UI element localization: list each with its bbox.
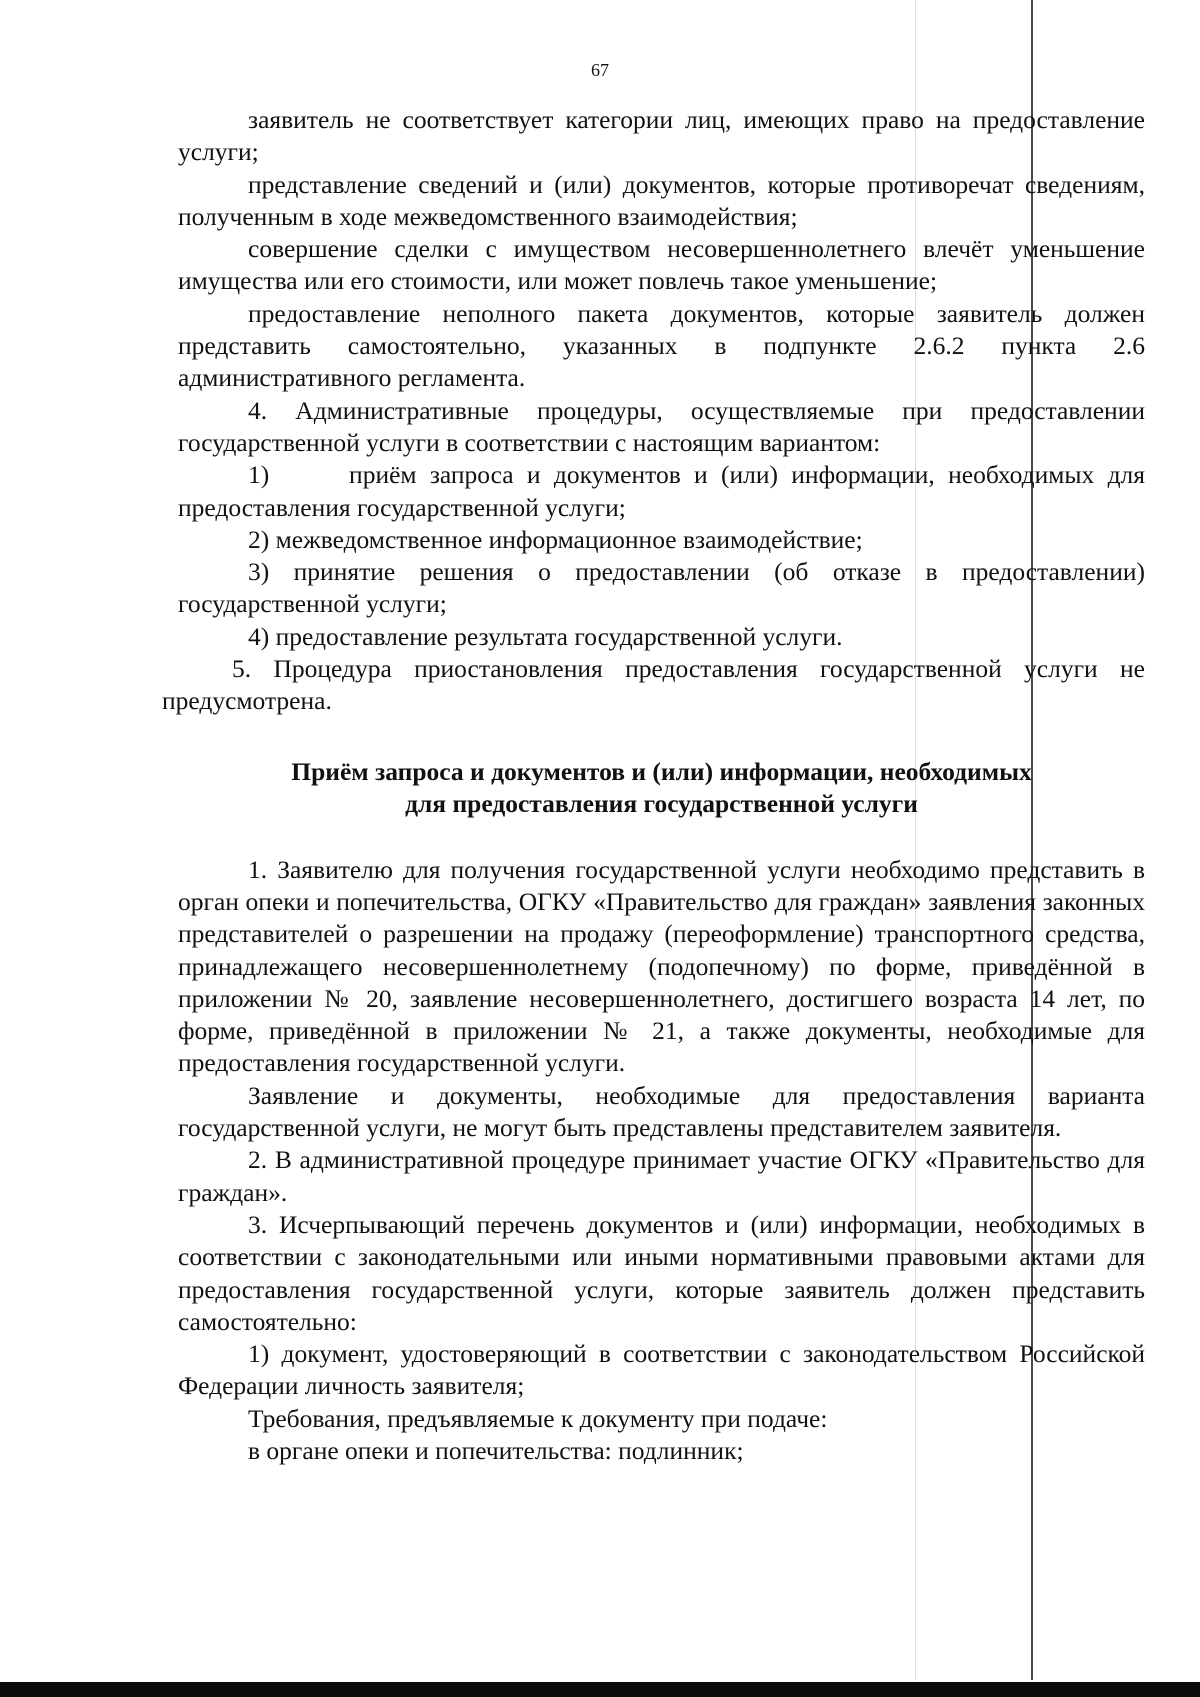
paragraph: 3. Исчерпывающий перечень документов и (или) информации, необходимых в соответствии с законодательными или иными нормативными правовыми актами для предоставления государственной услуги, которые заявитель должен представить самостоятельно: (178, 1209, 1145, 1336)
paragraph: в органе опеки и попечительства: подлинник; (248, 1435, 744, 1465)
section-heading-line: для предоставления государственной услуги (405, 788, 918, 818)
scan-bottom-edge (0, 1682, 1200, 1697)
section-heading-line: Приём запроса и документов и (или) информации, необходимых (291, 756, 1032, 786)
paragraph: 4. Административные процедуры, осуществляемые при предоставлении государственной услуги в соответствии с настоящим вариантом: (178, 395, 1145, 457)
document-body (162, 104, 1145, 1467)
paragraph: 5. Процедура приостановления предоставления государственной услуги не предусмотрена. (162, 654, 1145, 716)
paragraph: Заявление и документы, необходимые для предоставления варианта государственной услуги, не могут быть представлены представителем заявителя. (178, 1080, 1145, 1143)
paragraph: представление сведений и (или) документов, которые противоречат сведениям, полученным в ходе межведомственного взаимодействия; (178, 169, 1145, 231)
list-item: 2) межведомственное информационное взаимодействие; (248, 524, 863, 554)
paragraph: предоставление неполного пакета документов, которые заявитель должен представить самостоятельно, указанных в подпункте 2.6.2 пункта 2.6 административного регламента. (178, 298, 1145, 393)
paragraph: заявитель не соответствует категории лиц, имеющих право на предоставление услуги; (178, 105, 1145, 167)
list-item: 4) предоставление результата государственной услуги. (248, 621, 843, 651)
paragraph: 1. Заявителю для получения государственной услуги необходимо представить в орган опеки и попечительства, ОГКУ «Правительство для граждан» заявления законных представителей о разрешении на продажу (переоформление) транспортного средства, принадлежащего несовершеннолетнему (подопечному) по форме, приведённой в приложении № 20, заявление несовершеннолетнего, достигшего возраста 14 лет, по форме, приведённой в приложении № 21, а также документы, необходимые для предоставления государственной услуги. (178, 854, 1145, 1078)
paragraph: совершение сделки с имуществом несовершеннолетнего влечёт уменьшение имущества или его стоимости, или может повлечь такое уменьшение; (178, 234, 1145, 296)
list-item: 1) документ, удостоверяющий в соответствии с законодательством Российской Федерации личность заявителя; (178, 1339, 1145, 1401)
list-item: 3) принятие решения о предоставлении (об отказе в предоставлении) государственной услуги; (178, 557, 1145, 619)
paragraph: 2. В административной процедуре принимает участие ОГКУ «Правительство для граждан». (178, 1145, 1145, 1207)
list-item: 1) приём запроса и документов и (или) информации, необходимых для предоставления государственной услуги; (178, 460, 1145, 522)
page-number: 67 (591, 60, 609, 80)
section-heading (178, 756, 1145, 820)
paragraph: Требования, предъявляемые к документу при подаче: (248, 1403, 828, 1433)
